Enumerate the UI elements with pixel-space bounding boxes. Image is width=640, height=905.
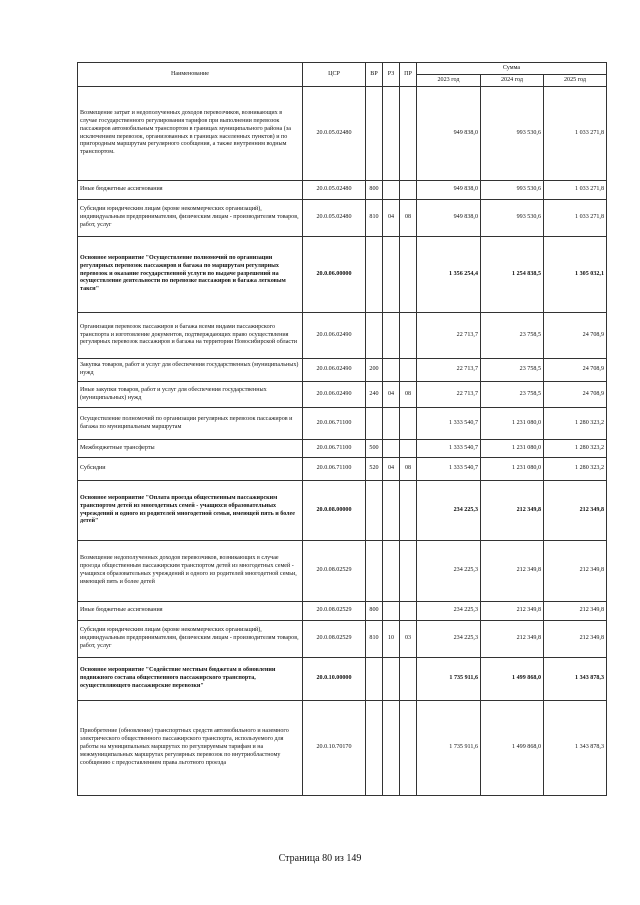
table-row [78, 181, 607, 200]
cell-name: Возмещение недополученных доходов перевозчиков, возникающих в случае проезда общественным пассажирским транспортом детей из многодетных семей - учащихся образовательных учреждений и одного из родителей многодетной семьи, имеющей пять и более детей [78, 541, 303, 602]
cell-v2023: 22 713,7 [417, 359, 481, 382]
table-row [78, 621, 607, 658]
cell-rz [383, 658, 400, 701]
cell-csr: 20.0.06.71100 [303, 458, 366, 481]
cell-v2025: 24 708,9 [544, 359, 607, 382]
table-row [78, 237, 607, 313]
table-row [78, 602, 607, 621]
cell-pr: 08 [400, 382, 417, 408]
cell-csr: 20.0.08.02529 [303, 602, 366, 621]
cell-pr [400, 701, 417, 796]
cell-vr: 200 [366, 359, 383, 382]
header-pr: ПР [400, 63, 417, 87]
cell-v2024: 1 231 080,0 [481, 408, 544, 440]
cell-vr: 810 [366, 200, 383, 237]
cell-vr [366, 701, 383, 796]
header-csr: ЦСР [303, 63, 366, 87]
cell-v2023: 1 735 911,6 [417, 701, 481, 796]
cell-v2023: 22 713,7 [417, 313, 481, 359]
cell-v2024: 23 758,5 [481, 359, 544, 382]
cell-csr: 20.0.10.70170 [303, 701, 366, 796]
table-row [78, 408, 607, 440]
cell-name: Иные бюджетные ассигнования [78, 602, 303, 621]
table-row [78, 481, 607, 541]
cell-v2024: 212 349,8 [481, 541, 544, 602]
cell-rz: 04 [383, 382, 400, 408]
cell-vr [366, 408, 383, 440]
cell-v2025: 1 305 032,1 [544, 237, 607, 313]
cell-vr: 520 [366, 458, 383, 481]
cell-v2025: 212 349,8 [544, 602, 607, 621]
cell-v2023: 1 735 911,6 [417, 658, 481, 701]
table-row [78, 440, 607, 458]
cell-v2023: 234 225,3 [417, 602, 481, 621]
cell-pr [400, 408, 417, 440]
budget-table-page [77, 62, 606, 796]
cell-name: Возмещение затрат и недополученных доходов перевозчиков, возникающих в случае государственного регулирования тарифов при выполнении перевозок пассажиров автомобильным транспортом в границах муниципального района (за исключением перевозок, организованных в границах населенных пунктов) и по пригородным маршрутам регулярного сообщения, а также внутренним водным транспортом. [78, 87, 303, 181]
cell-pr [400, 602, 417, 621]
cell-rz [383, 481, 400, 541]
cell-pr: 08 [400, 200, 417, 237]
cell-pr [400, 541, 417, 602]
cell-csr: 20.0.06.02490 [303, 359, 366, 382]
cell-vr [366, 87, 383, 181]
cell-vr [366, 541, 383, 602]
header-2024: 2024 год [481, 75, 544, 87]
cell-rz [383, 602, 400, 621]
cell-csr: 20.0.08.02529 [303, 621, 366, 658]
cell-csr: 20.0.06.02490 [303, 382, 366, 408]
cell-v2023: 22 713,7 [417, 382, 481, 408]
cell-v2025: 212 349,8 [544, 621, 607, 658]
cell-v2023: 1 333 540,7 [417, 408, 481, 440]
cell-rz [383, 313, 400, 359]
header-2025: 2025 год [544, 75, 607, 87]
cell-v2025: 24 708,9 [544, 313, 607, 359]
cell-v2025: 1 033 271,8 [544, 181, 607, 200]
cell-v2024: 1 254 838,5 [481, 237, 544, 313]
cell-name: Межбюджетные трансферты [78, 440, 303, 458]
header-name: Наименование [78, 63, 303, 87]
cell-pr [400, 440, 417, 458]
cell-v2023: 949 838,0 [417, 181, 481, 200]
cell-name: Субсидии юридическим лицам (кроме некоммерческих организаций), индивидуальным предпринимателям, физическим лицам - производителям товаров, работ, услуг [78, 200, 303, 237]
cell-v2024: 993 530,6 [481, 181, 544, 200]
cell-name: Субсидии юридическим лицам (кроме некоммерческих организаций), индивидуальным предпринимателям, физическим лицам - производителям товаров, работ, услуг [78, 621, 303, 658]
cell-vr: 800 [366, 181, 383, 200]
cell-csr: 20.0.05.02480 [303, 200, 366, 237]
cell-pr [400, 658, 417, 701]
cell-v2023: 1 356 254,4 [417, 237, 481, 313]
cell-vr: 500 [366, 440, 383, 458]
cell-csr: 20.0.10.00000 [303, 658, 366, 701]
header-sum: Сумма [417, 63, 607, 75]
header-rz: РЗ [383, 63, 400, 87]
table-row [78, 200, 607, 237]
cell-csr: 20.0.06.71100 [303, 440, 366, 458]
cell-v2023: 234 225,3 [417, 541, 481, 602]
cell-v2025: 1 280 323,2 [544, 458, 607, 481]
cell-v2024: 23 758,5 [481, 382, 544, 408]
cell-rz: 10 [383, 621, 400, 658]
cell-name: Субсидии [78, 458, 303, 481]
cell-rz [383, 237, 400, 313]
cell-v2024: 212 349,8 [481, 621, 544, 658]
cell-v2024: 993 530,6 [481, 87, 544, 181]
cell-rz: 04 [383, 458, 400, 481]
table-row [78, 658, 607, 701]
cell-pr: 08 [400, 458, 417, 481]
cell-vr: 240 [366, 382, 383, 408]
cell-pr [400, 313, 417, 359]
table-row [78, 458, 607, 481]
cell-csr: 20.0.06.02490 [303, 313, 366, 359]
cell-name: Закупка товаров, работ и услуг для обеспечения государственных (муниципальных) нужд [78, 359, 303, 382]
cell-csr: 20.0.05.02480 [303, 87, 366, 181]
cell-v2023: 234 225,3 [417, 621, 481, 658]
cell-v2024: 1 499 868,0 [481, 701, 544, 796]
cell-vr [366, 481, 383, 541]
cell-name: Приобретение (обновление) транспортных средств автомобильного и наземного электрического общественного пассажирского транспорта, используемого для работы на муниципальных маршрутах по регулируемым тарифам и на межмуниципальных маршрутах регулярных перевозок по внутриобластному сообщению с предоставлением права льготного проезда [78, 701, 303, 796]
table-row [78, 382, 607, 408]
cell-v2024: 1 499 868,0 [481, 658, 544, 701]
cell-pr [400, 87, 417, 181]
cell-v2024: 1 231 080,0 [481, 458, 544, 481]
cell-rz [383, 181, 400, 200]
cell-v2025: 1 033 271,8 [544, 200, 607, 237]
cell-v2024: 212 349,8 [481, 602, 544, 621]
cell-name: Основное мероприятие "Содействие местным бюджетам в обновлении подвижного состава общественного пассажирского транспорта, осуществляющего пассажирские перевозки" [78, 658, 303, 701]
cell-name: Основное мероприятие "Оплата проезда общественным пассажирским транспортом детей из многодетных семей - учащихся образовательных учреждений и одного из родителей многодетной семьи, имеющей пять и более детей" [78, 481, 303, 541]
cell-v2023: 1 333 540,7 [417, 458, 481, 481]
header-vr: ВР [366, 63, 383, 87]
cell-csr: 20.0.08.02529 [303, 541, 366, 602]
table-row [78, 701, 607, 796]
cell-v2025: 24 708,9 [544, 382, 607, 408]
cell-vr: 800 [366, 602, 383, 621]
cell-rz [383, 541, 400, 602]
cell-v2025: 1 280 323,2 [544, 408, 607, 440]
cell-v2023: 949 838,0 [417, 200, 481, 237]
cell-rz [383, 408, 400, 440]
cell-pr: 03 [400, 621, 417, 658]
header-2023: 2023 год [417, 75, 481, 87]
cell-csr: 20.0.08.00000 [303, 481, 366, 541]
table-body [78, 87, 607, 796]
cell-v2025: 212 349,8 [544, 541, 607, 602]
cell-name: Иные бюджетные ассигнования [78, 181, 303, 200]
cell-v2023: 234 225,3 [417, 481, 481, 541]
table-row [78, 359, 607, 382]
cell-vr [366, 658, 383, 701]
cell-rz: 04 [383, 200, 400, 237]
cell-v2024: 23 758,5 [481, 313, 544, 359]
table-row [78, 87, 607, 181]
cell-name: Организация перевозок пассажиров и багажа всеми видами пассажирского транспорта и изготовление документов, подтверждающих право осуществления регулярных перевозок пассажиров и багажа на территории Новосибирской области [78, 313, 303, 359]
cell-v2025: 1 280 323,2 [544, 440, 607, 458]
table-row [78, 541, 607, 602]
cell-csr: 20.0.06.00000 [303, 237, 366, 313]
cell-name: Основное мероприятие "Осуществление полномочий по организации регулярных перевозок пассажиров и багажа по маршрутам регулярных перевозок и оказание государственной услуги по выдаче разрешений на осуществление деятельности по перевозке пассажиров и багажа легковым такси" [78, 237, 303, 313]
cell-name: Осуществление полномочий по организации регулярных перевозок пассажиров и багажа по муниципальным маршрутам [78, 408, 303, 440]
cell-v2025: 1 343 878,3 [544, 658, 607, 701]
cell-name: Иные закупки товаров, работ и услуг для обеспечения государственных (муниципальных) нужд [78, 382, 303, 408]
cell-v2025: 212 349,8 [544, 481, 607, 541]
page-number: Страница 80 из 149 [278, 853, 362, 864]
cell-rz [383, 87, 400, 181]
cell-rz [383, 359, 400, 382]
cell-vr [366, 237, 383, 313]
cell-v2023: 1 333 540,7 [417, 440, 481, 458]
cell-v2023: 949 838,0 [417, 87, 481, 181]
cell-csr: 20.0.05.02480 [303, 181, 366, 200]
cell-pr [400, 481, 417, 541]
cell-rz [383, 701, 400, 796]
cell-pr [400, 359, 417, 382]
cell-v2024: 993 530,6 [481, 200, 544, 237]
cell-v2024: 1 231 080,0 [481, 440, 544, 458]
cell-pr [400, 181, 417, 200]
cell-v2025: 1 343 878,3 [544, 701, 607, 796]
cell-v2025: 1 033 271,8 [544, 87, 607, 181]
budget-table [77, 62, 607, 796]
cell-vr: 810 [366, 621, 383, 658]
table-row [78, 313, 607, 359]
cell-rz [383, 440, 400, 458]
cell-csr: 20.0.06.71100 [303, 408, 366, 440]
cell-vr [366, 313, 383, 359]
cell-v2024: 212 349,8 [481, 481, 544, 541]
cell-pr [400, 237, 417, 313]
